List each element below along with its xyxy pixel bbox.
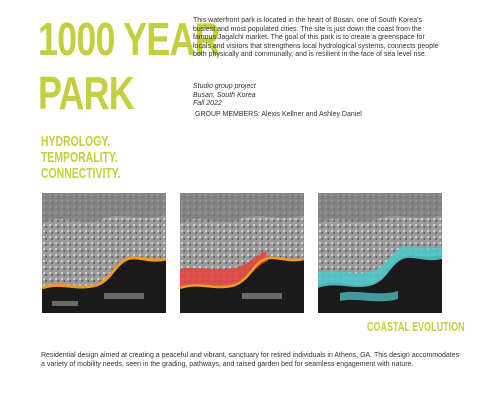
coastal-evolution-caption: COASTAL EVOLUTION xyxy=(367,320,465,334)
theme-temporality: TEMPORALITY. xyxy=(41,150,118,166)
aerial-map-red-zones xyxy=(180,193,304,313)
project-term: Fall 2022 xyxy=(193,100,222,107)
theme-hydrology: HYDROLOGY. xyxy=(41,134,111,150)
project-description: This waterfront park is located in the heart of Busan, one of South Korea's busiest and most populated cities. The site is just down the coast from the famous Jagalchi market. The goal of this park is to create a greenspace for locals and visitors that strengthens local hydrological systems, connects people both physically and communally, and is resilient in the face of sea level rise. xyxy=(193,17,439,58)
theme-connectivity: CONNECTIVITY. xyxy=(41,166,121,182)
project-type: Studio group project xyxy=(193,83,256,90)
aerial-map-coastline xyxy=(42,193,166,313)
page-title-line2: PARK xyxy=(38,67,134,119)
themes-list xyxy=(41,134,120,182)
footer-description: Residential design aimed at creating a peaceful and vibrant, sanctuary for retired individuals in Athens, GA. This design accommodates a variety of mobility needs, seen in the grading, pathways, and raised garden bed for seamless engagement with nature. xyxy=(41,352,460,368)
project-location: Busan, South Korea xyxy=(193,91,256,99)
group-members: GROUP MEMBERS: Alexis Kellner and Ashley Daniel xyxy=(195,111,362,118)
project-meta xyxy=(193,83,256,109)
page-title-line1: 1000 YEAR xyxy=(38,13,220,65)
aerial-map-teal-flood xyxy=(318,193,442,313)
